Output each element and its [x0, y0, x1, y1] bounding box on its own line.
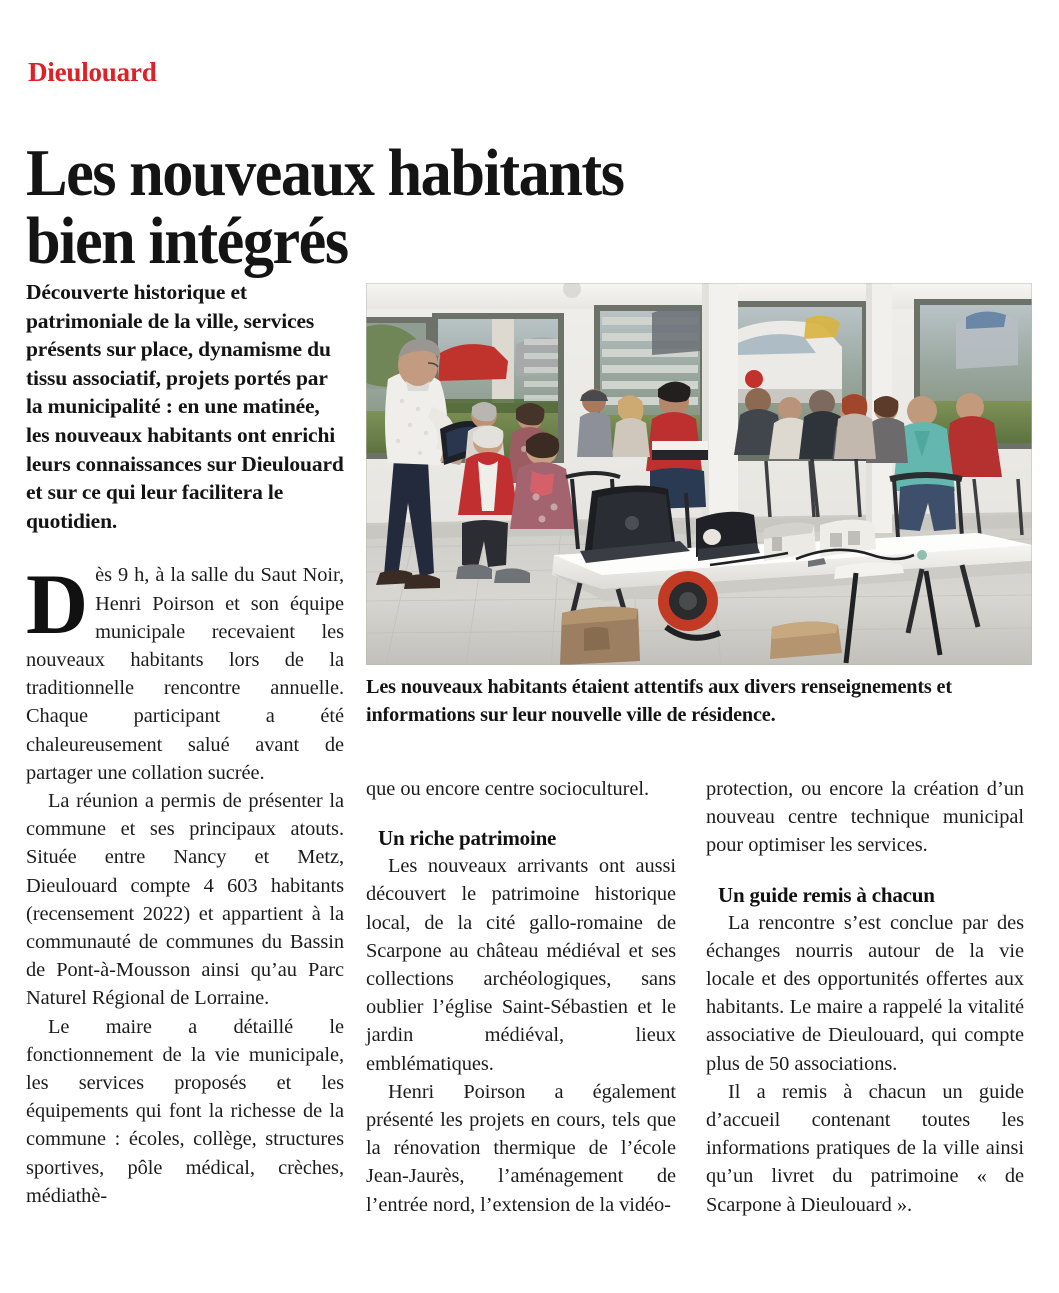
paragraph-col3-continuation: protection, ou encore la création d’un nouveau centre technique municipal pour optimiser les services. — [706, 778, 1024, 857]
paragraph-col2-2: Henri Poirson a également présenté les projets en cours, tels que la rénovation thermique de l’école Jean-Jaurès, l’aménagement de l’entrée nord, l’extension de la vidéo- — [366, 1080, 676, 1216]
article-column-2 — [366, 775, 676, 1219]
paragraph-col3-2: Il a remis à chacun un guide d’accueil contenant toutes les informations pratiques de la ville ainsi qu’un livret du patrimoine « de Scarpone à Dieulouard ». — [706, 1080, 1024, 1216]
subheading-un-riche-patrimoine: Un riche patrimoine — [378, 826, 557, 851]
paragraph-col1-2: La réunion a permis de présenter la commune et ses principaux atouts. Située entre Nancy et Metz, Dieulouard compte 4 603 habitants (recensement 2022) et appartient à la communauté de communes du Bassin de Pont-à-Mousson ainsi qu’au Parc Naturel Régional de Lorraine. — [26, 789, 344, 1010]
article-kicker-locality: Dieulouard — [28, 57, 157, 87]
paragraph-col1-1: Dès 9 h, à la salle du Saut Noir, Henri Poirson et son équipe municipale recevaient les nouveaux habitants lors de la traditionnelle rencontre annuelle. Chaque participant a été chaleureusement salué avant de partager une collation sucrée. — [26, 556, 344, 784]
paragraph-col2-1: Les nouveaux arrivants ont aussi découvert le patrimoine historique local, de la cité gallo-romaine de Scarpone au château médiéval et ses collections archéologiques, sans oublier l’église Saint-Sébastien et le jardin médiéval, lieux emblématiques. — [366, 855, 676, 1075]
photo-canvas — [366, 283, 1032, 665]
paragraph-col3-1: La rencontre s’est conclue par des échanges nourris autour de la vie locale et des opportunités offertes aux habitants. Le maire a rappelé la vitalité associative de Dieulouard, qui compte plus de 50 associations. — [706, 911, 1024, 1075]
subheading-un-guide-remis-a-chacun: Un guide remis à chacun — [718, 882, 935, 907]
photo-cardboard-box — [560, 607, 640, 665]
paragraph-col1-3: Le maire a détaillé le fonctionnement de la vie municipale, les services proposés et les équipements qui font la richesse de la commune : écoles, collège, structures sportives, pôle médical, crèches, médiathè- — [26, 1015, 344, 1207]
article-column-1 — [26, 278, 344, 1210]
paragraph-col2-continuation: que ou encore centre socioculturel. — [366, 778, 650, 800]
photo-caption: Les nouveaux habitants étaient attentifs aux divers renseignements et informations sur leur nouvelle ville de résidence. — [366, 676, 952, 726]
article-column-3 — [706, 775, 1024, 1219]
page-title — [26, 135, 733, 278]
photo-illustration — [366, 283, 1032, 665]
article-photo — [366, 283, 1032, 665]
headline-line-1: Les nouveaux habitants — [26, 135, 624, 210]
article-standfirst: Découverte historique et patrimoniale de la ville, services présents sur place, dynamisme du tissu associatif, projets portés par la municipalité : en une matinée, les nouveaux habitants ont enrichi leurs connaissances sur Dieulouard et sur ce qui leur facilitera le quotidien. — [26, 280, 344, 533]
photo-projector — [696, 512, 760, 561]
headline-line-2: bien intégrés — [26, 203, 348, 278]
